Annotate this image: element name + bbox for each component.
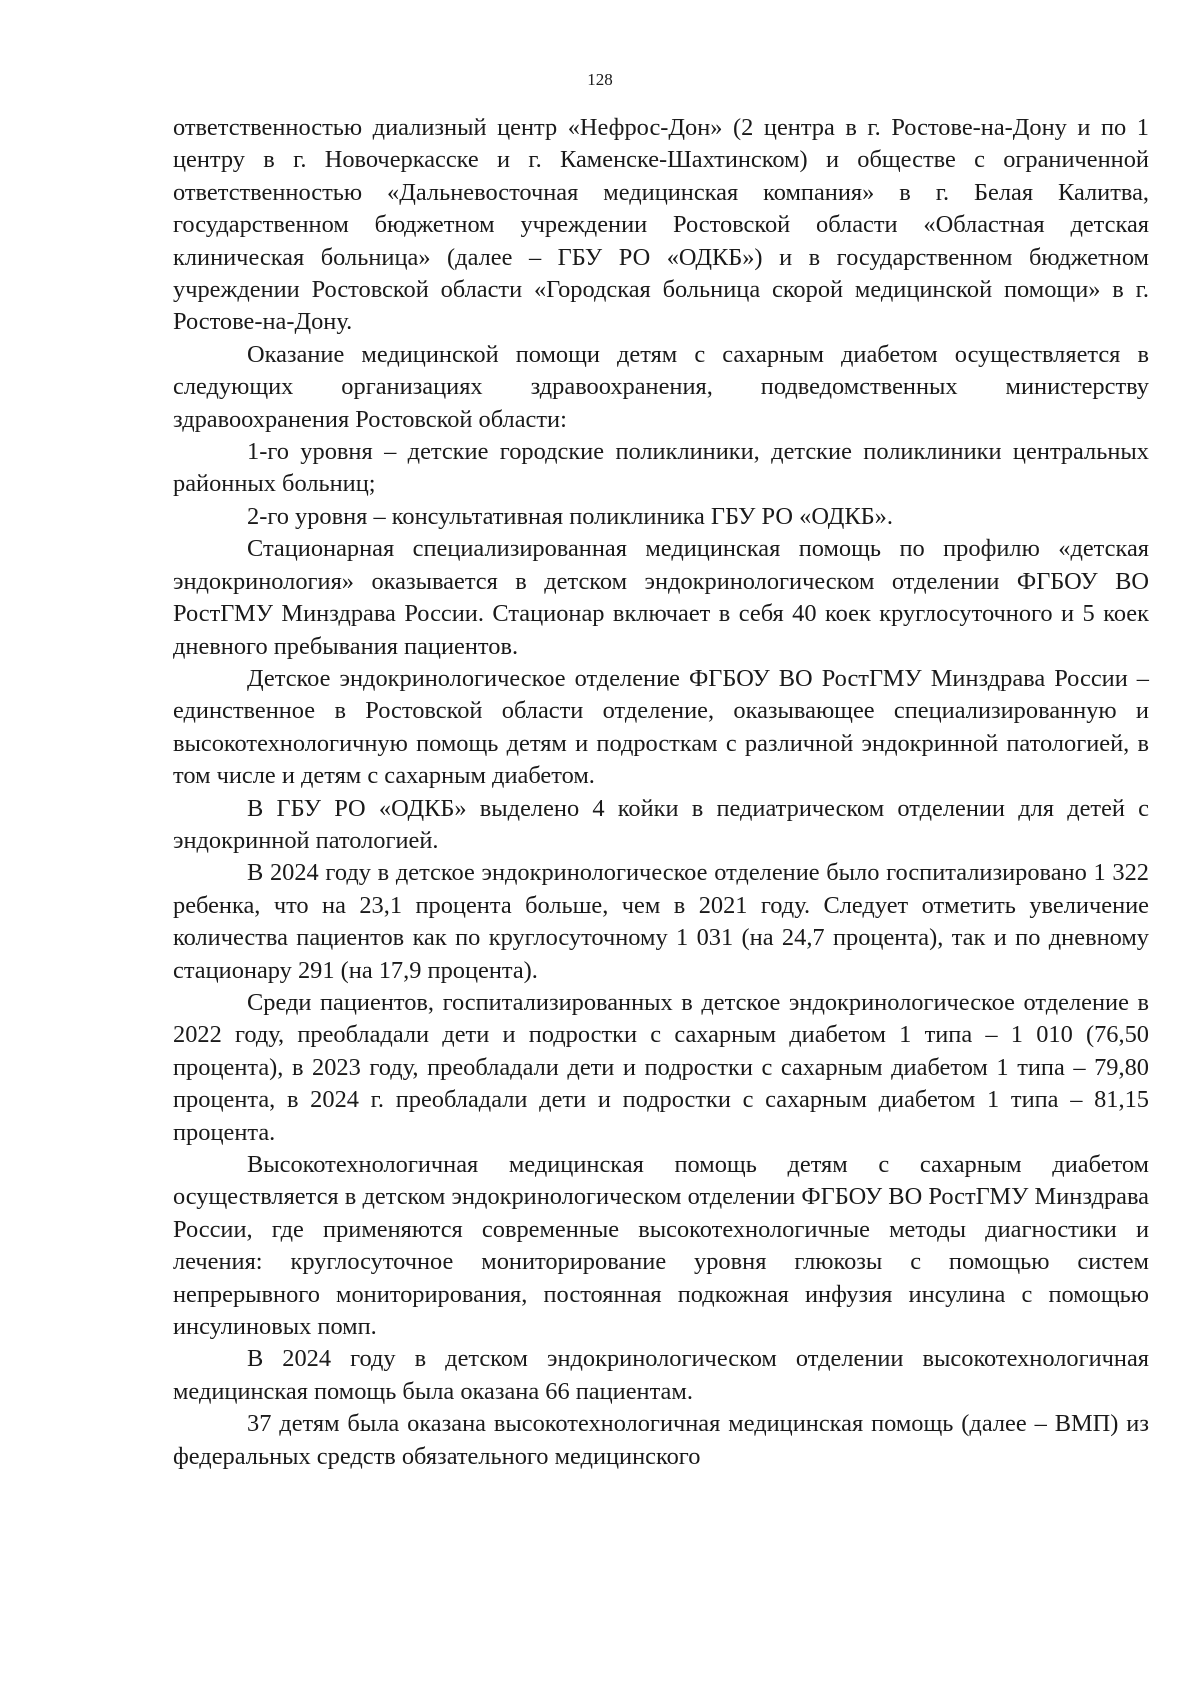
paragraph-high-tech-care: Высокотехнологичная медицинская помощь детям с сахарным диабетом осуществляется в детском эндокринологическом отделении ФГБОУ ВО РостГМУ Минздрава России, где применяются современные высокотехнологичные методы диагностики и лечения: круглосуточное мониторирование уровня глюкозы с помощью систем непрерывного мониторирования, постоянная подкожная инфузия инсулина с помощью инсулиновых помп. — [173, 1151, 1149, 1341]
paragraph-vmp-federal: 37 детям была оказана высокотехнологичная медицинская помощь (далее – ВМП) из федеральных средств обязательного медицинского — [173, 1410, 1149, 1470]
paragraph-level-1: 1-го уровня – детские городские поликлиники, детские поликлиники центральных районных больниц; — [173, 438, 1149, 498]
document-body — [173, 112, 1149, 1473]
paragraph-patient-structure: Среди пациентов, госпитализированных в детское эндокринологическое отделение в 2022 году, преобладали дети и подростки с сахарным диабетом 1 типа – 1 010 (76,50 процента), в 2023 году, преобладали дети и подростки с сахарным диабетом 1 типа – 79,80 процента, в 2024 г. преобладали дети и подростки с сахарным диабетом 1 типа – 81,15 процента. — [173, 988, 1149, 1146]
paragraph-high-tech-2024: В 2024 году в детском эндокринологическом отделении высокотехнологичная медицинская помощь была оказана 66 пациентам. — [173, 1345, 1149, 1405]
page-number: 128 — [587, 70, 613, 89]
paragraph-inpatient-care: Стационарная специализированная медицинская помощь по профилю «детская эндокринология» оказывается в детском эндокринологическом отделении ФГБОУ ВО РостГМУ Минздрава России. Стационар включает в себя 40 коек круглосуточного и 5 коек дневного пребывания пациентов. — [173, 535, 1149, 660]
paragraph-diabetes-care-organizations: Оказание медицинской помощи детям с сахарным диабетом осуществляется в следующих организациях здравоохранения, подведомственных министерству здравоохранения Ростовской области: — [173, 340, 1149, 433]
paragraph-endocrinology-department: Детское эндокринологическое отделение ФГБОУ ВО РостГМУ Минздрава России – единственное в Ростовской области отделение, оказывающее специализированную и высокотехнологичную помощь детям и подросткам с различной эндокринной патологией, в том числе и детям с сахарным диабетом. — [173, 664, 1149, 790]
paragraph-hospitalization-2024: В 2024 году в детское эндокринологическое отделение было госпитализировано 1 322 ребенка, что на 23,1 процента больше, чем в 2021 году. Следует отметить увеличение количества пациентов как по круглосуточному 1 031 (на 24,7 процента), так и по дневному стационару 291 (на 17,9 процента). — [173, 859, 1149, 984]
paragraph-continuation: ответственностью диализный центр «Нефрос-Дон» (2 центра в г. Ростове-на-Дону и по 1 центру в г. Новочеркасске и г. Каменске-Шахтинском) и обществе с ограниченной ответственностью «Дальневосточная медицинская компания» в г. Белая Калитва, государственном бюджетном учреждении Ростовской области «Областная детская клиническая больница» (далее – ГБУ РО «ОДКБ») и в государственном бюджетном учреждении Ростовской области «Городская больница скорой медицинской помощи» в г. Ростове-на-Дону. — [173, 114, 1149, 336]
paragraph-level-2: 2-го уровня – консультативная поликлиника ГБУ РО «ОДКБ». — [247, 502, 893, 530]
paragraph-odkb-beds: В ГБУ РО «ОДКБ» выделено 4 койки в педиатрическом отделении для детей с эндокринной патологией. — [173, 794, 1149, 854]
